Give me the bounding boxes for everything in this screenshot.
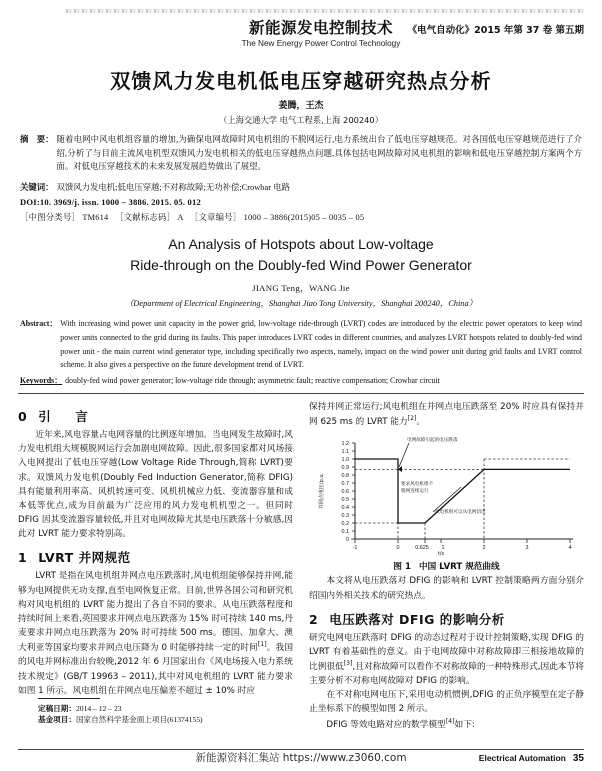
abstract-cn-label: 摘 要： [20,133,54,144]
chart-leader-line-disconnect [433,487,461,512]
section-1-p1-part1: LVRT 是指在风电机组并网点电压跌落时,风电机组能够保持并网,能够为电网提供无功支撑,直至电网恢复正常。目前,世界各国公司和研究机构对风电机组的 LVRT 能力提出了各自不同的要求。从电压跌落程度和持续时间上来看,英国要求并网点电压跌落为 15% 时可持续 140 ms,丹麦要求并网点电压跌落为 20% 时可持续 500 ms。德国、加拿大、澳大利亚等国家均要求并网点电压降为 0 时能够持续一定的时间 [18,571,293,654]
right-p1-part2: 。 [416,417,426,428]
doi-line: DOI:10. 3969/j. issn. 1000 – 3886. 2015. 05. 012 [20,197,202,208]
svg-text:-1: -1 [352,545,358,552]
footnote-fund-value: 国家自然科学基金面上项目(61374155) [75,715,203,725]
section-1-title: LVRT 并网规范 [38,550,131,566]
right-column [309,400,584,752]
section-2-p1-part2: ,且对称故障可以看作不对称故障的一种特殊形式,因此本节将主要分析不对称电网故障对 DFIG 的影响。 [309,661,584,687]
section-2-p1-part1: 研究电网电压跌落时 DFIG 的动态过程对于设计控制策略,实现 DFIG 的 LVRT 有着基础性的意义。由于电网故障中对称故障即三相接地故障的比例很低 [309,632,584,672]
chart-y-ticks [351,443,355,539]
affiliation-en: （Department of Electrical Engineering，Shanghai Jiao Tong University，Shanghai 200240，China） [124,298,478,308]
footnote-date-label: 定稿日期： [38,703,76,713]
chart-annotation-stay-connected-line2: 脱网连续运行 [401,489,429,495]
svg-text:0.4: 0.4 [341,505,349,512]
classification-line: ［中图分类号］ TM614 ［文献标志码］ A ［文章编号］ 1000 – 3886(2015)05 – 0035 – 05 [20,213,365,223]
chart-y-axis-label: 并网点电压/p.u. [319,473,325,510]
keywords-en-text: doubly-fed wind power generator; low-voltage ride through; asymmetric fault; reactive compensation; Crowbar circuit [65,376,440,386]
authors-cn: 姜腾，王杰 [278,101,324,111]
citation-ref-2: [2] [407,415,417,423]
page-title-en-line2: Ride-through on the Doubly-fed Wind Power Generator [130,256,472,273]
journal-section-title-en: The New Energy Power Control Technology [241,39,401,48]
section-heading-2 [309,610,584,628]
section-1-paragraph-1 [18,569,293,697]
citation-ref-1: [1] [257,641,267,649]
abstract-en-label: Abstract： [20,318,58,328]
journal-issue-info: 《电气自动化》2015 年第 37 卷 第五期 [407,25,584,36]
section-2-paragraph-2: 在不对称电网电压下,采用电动机惯例,DFIG 的正负序模型在定子静止坐标系下的模型如图 2 所示。 [309,690,584,715]
svg-text:0.6: 0.6 [341,489,349,496]
svg-text:0.625: 0.625 [415,545,429,552]
section-1-number: 1 [18,550,28,566]
section-1-p1-part2: 。我国的风电并网标准出台较晚,2012 年 6 月国家出台《风电场接入电力系统技术规定》(GB/T 19963 – 2011),其中对风电机组的 LVRT 能力要求如图 1 所示。风电机组在并网点电压偏差不超过 ± 10% 时应 [18,643,294,696]
running-head [18,0,584,56]
abstract-en-text: With increasing wind power unit capacity in the power grid, low-voltage ride-through (LVRT) codes are introduced by the electric power operators to keep wind power units connected to the grid during its faults. This paper introduces LVRT codes in different countries, and analyzes LVRT hotspots related to doubly-fed wind power unit - the main current wind generator type, including specifically two aspects, namely, impact on the wind power unit during grid faults and LVRT control scheme. It also gives a perspective on the future development trend of LVRT. [60,318,582,370]
lvrt-chart [309,435,584,558]
section-2-p3-part1: DFIG 等效电路对应的数学模型 [326,719,446,730]
svg-text:1.2: 1.2 [341,441,349,448]
footnote-rule [38,698,100,699]
journal-section-title-cn: 新能源发电控制技术 [248,19,393,37]
footer-journal-page [479,753,584,764]
figure-1-caption [309,560,584,572]
figure-1-number: 图 1 [393,562,411,573]
chart-x-ticks [355,539,570,543]
affiliation-cn: （上海交通大学 电气工程系,上海 200240） [218,114,384,125]
svg-text:1: 1 [441,545,445,552]
keywords-cn-text: 双馈风力发电机;低电压穿越;不对称故障;无功补偿;Crowbar 电路 [56,182,290,192]
section-heading-0 [18,407,293,425]
page-number: 35 [572,753,584,764]
page-title-en [54,234,548,275]
section-2-number: 2 [309,611,319,627]
svg-text:1.1: 1.1 [341,449,349,456]
section-2-paragraph-1 [309,631,584,689]
page-footer [0,747,602,771]
keywords-cn-label: 关键词： [20,181,54,192]
chart-annotation-stay-connected-line1: 要求风电机组不 [401,482,434,488]
section-2-paragraph-3 [309,717,584,732]
right-column-paragraph-2: 本文将从电压跌落对 DFIG 的影响和 LVRT 控制策略两方面分别介绍国内外相关技术的研究热点。 [309,576,584,601]
chart-annotation-voltage-dip: 电网故障引起的电压跌落 [407,438,458,444]
left-column [18,400,293,752]
svg-text:0.9: 0.9 [341,465,349,472]
svg-text:3: 3 [525,545,529,552]
svg-text:2: 2 [482,545,486,552]
chart-leader-line-dip [399,443,409,467]
figure-1 [309,435,584,572]
abstract-body-divider [18,393,584,394]
svg-text:0: 0 [346,537,349,544]
abstract-cn-text: 随着电网中风电机组容量的增加,为确保电网故障时风电机组的不脱网运行,电力系统出台了低电压穿越规范。对各国低电压穿越规范进行了介绍,分析了与目前主流风电机型双馈风力发电机相关的低电压穿越热点问题,具体包括电网故障对风电机组的影响和低电压穿越控制方案两个方面。对低电压穿越技术的未来发展发展趋势做出了展望。 [56,134,582,172]
svg-text:0.2: 0.2 [341,521,349,528]
body-columns [18,400,584,752]
citation-ref-3: [3] [343,660,353,668]
page-title-cn: 双馈风力发电机低电压穿越研究热点分析 [110,69,492,93]
footnote-date [38,703,313,715]
chart-y-tick-labels [342,441,350,543]
svg-text:0.7: 0.7 [341,481,349,488]
section-2-title: 电压跌落对 DFIG 的影响分析 [329,611,505,627]
section-0-number: 0 [18,409,28,425]
svg-text:1.0: 1.0 [341,457,349,464]
svg-text:4: 4 [568,545,572,552]
keywords-cn-block [20,181,582,195]
svg-text:0.3: 0.3 [341,513,349,520]
authors-en: JIANG Teng，WANG Jie [252,282,350,293]
footer-journal-en: Electrical Automation [478,753,566,763]
section-0-paragraph-1: 近年来,风电容量占电网容量的比例逐年增加。当电网发生故障时,风力发电机组大规模脱网运行会加剧电网故障。因此,很多国家都对风场接入电网提出了低电压穿越(Low Voltage Ride Through,简称 LVRT)要求。双馈风力发电机(Doubly Fed Induction Generator,简称 DFIG)具有能量利用率高、风机转速可变、风机机械应力低、变流器容量和成本低等优点,成为目前最为广泛应用的风力发电机机型之一。但同时 DFIG 因其变流器容量较低,并且对电网故障尤其是电压跌落十分敏感,因此对 LVRT 能力要求特别高。 [18,430,293,540]
abstract-en-block [20,317,582,388]
section-2-p3-part2: 如下: [454,719,475,730]
svg-text:0.5: 0.5 [341,497,349,504]
figure-1-title: 中国 LVRT 规范曲线 [418,562,500,573]
footnote-fund [38,714,313,726]
right-p1-part1: 保持并网正常运行;风电机组在并网点电压跌落至 20% 时应具有保持并网 625 ms 的 LVRT 能力 [309,402,584,428]
section-heading-1 [18,548,293,566]
right-column-paragraph-continued [309,400,584,429]
footnote-date-value: 2014 – 12 – 23 [75,703,122,713]
chart-annotation-may-disconnect: 风电机组可以从电网切出 [435,510,486,516]
citation-ref-4: [4] [445,717,455,725]
svg-text:0.1: 0.1 [341,529,349,536]
keywords-en-label: Keywords： [20,376,63,386]
chart-x-axis-label: t/s [437,551,445,558]
svg-text:0: 0 [396,545,400,552]
footnote-fund-label: 基金项目： [38,715,76,725]
abstract-cn-block [20,133,582,174]
chart-x-tick-labels [353,545,572,551]
watermark-text: 新能源资料汇集站 https://www.z3060.com [195,752,407,764]
svg-text:0.8: 0.8 [341,473,349,480]
page-title-en-line1: An Analysis of Hotspots about Low-voltage [168,236,434,253]
section-0-title: 引 言 [38,409,94,425]
footnote-block [38,698,313,727]
